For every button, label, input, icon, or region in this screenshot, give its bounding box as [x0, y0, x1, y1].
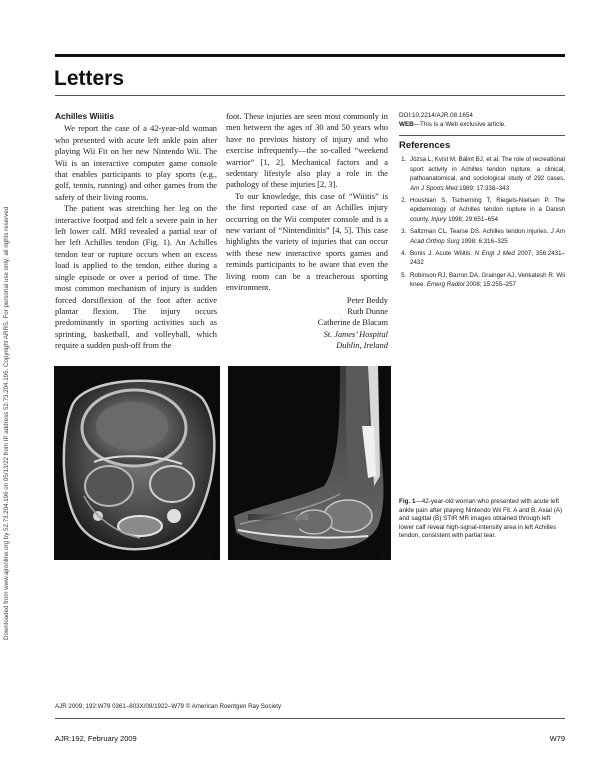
figure-b-sagittal-mri [228, 366, 391, 560]
reference-item: 4. Bonis J. Acute Wiiitis. N Engl J Med 2007; 356:2431–2432 [408, 249, 565, 268]
web-exclusive-note [399, 120, 565, 129]
figure-a-axial-mri [54, 366, 220, 560]
article-heading: Achilles Wiiitis [55, 111, 115, 121]
reference-item: 2. Houshian S, Tscherning T, Riegels-Nielsen P. The epidemiology of Achilles tendon rupture in a Danish county. Injury 1998; 29:651–654 [408, 196, 565, 224]
web-text: —This is a Web exclusive article. [413, 121, 506, 128]
page-number: W79 [549, 734, 565, 743]
reference-item: 3. Saltzman CL, Tearse DS. Achilles tendon injuries. J Am Acad Orthop Surg 1998; 6:316–325 [408, 227, 565, 246]
axial-mri-image [54, 366, 220, 560]
paragraph-1: We report the case of a 42-year-old woman who presented with acute left ankle pain after playing Wii Fit on her new Nintendo Wii. The Wii is an interactive computer game console that enables participants to play sports (e.g., golf, tennis, running) and other games from the safety of their living rooms. [55, 124, 217, 202]
affiliation-hospital: St. James’ Hospital [323, 329, 388, 339]
caption-text: —42-year-old woman who presented with acute left ankle pain after playing Nintendo Wii Fit. A and B, Axial (A) and sagittal (B) STIR MR images obtained through left lower calf reveal high-signal-intensity area in left Achilles tendon, consistent with partial tear. [399, 498, 563, 540]
references-heading: References [399, 140, 451, 151]
reference-list [399, 155, 565, 289]
author-name: Peter Beddy [346, 295, 388, 305]
figure-label-a: A [207, 551, 213, 560]
paragraph-3: To our knowledge, this case of “Wiiitis” is the first reported case of an Achilles injury occurring on the Wii computer console and is a new variant of “Nintendinitis” [4, 5]. This case highlights the variety of injuries that can occur with these new interactive sports games and reminds participants to be aware that even the living room can be a treacherous sporting environment. [226, 191, 388, 293]
bottom-rule [55, 718, 565, 719]
author-name: Catherine de Blacam [317, 318, 388, 328]
doi: DOI:10.2214/AJR.08.1654 [399, 112, 473, 119]
top-rule [55, 54, 565, 57]
affiliation-city: Dublin, Ireland [336, 341, 388, 351]
author-signature [226, 295, 388, 352]
web-label: WEB [399, 121, 414, 128]
citation-line: AJR 2009; 192:W79 0361–803X/09/1922–W79 © American Roentgen Ray Society [55, 703, 282, 710]
figure-caption [399, 498, 565, 541]
references-rule [399, 135, 565, 136]
journal-issue: AJR:192, February 2009 [55, 734, 137, 743]
author-name: Ruth Dunne [347, 306, 388, 316]
reference-item: 5. Robinson RJ, Barron DA, Grainger AJ, Venkatesh R. Wii knee. Emerg Radiol 2008; 15:255–257 [408, 271, 565, 290]
figure-label-b: B [380, 551, 386, 560]
paragraph-2-end: foot. These injuries are seen most commonly in men between the ages of 30 and 50 years who have no previous history of injury and who exercise infrequently—the so-called “weekend warrior” [1, 2]. Mechanical factors and a sedentary lifestyle also play a role in the pathology of these injuries [2, 3]. [226, 112, 388, 190]
download-notice: Downloaded from www.ajronline.org by 52.73.204.196 on 05/13/22 from IP address 52.73.204.196. Copyright ARRS. For personal use only; all rights reserved [3, 206, 10, 640]
reference-item: 1. Józsa L, Kvist M, Bálint BJ, et al. The role of recreational sport activity in Achilles tendon rupture: a clinical, pathoanatomical, and sociological study of 292 cases. Am J Sports Med 1989; 17:338–343 [408, 155, 565, 193]
paragraph-2-start: The patient was stretching her leg on the interactive footpad and felt a severe pain in her left lower calf. MRI revealed a partial tear of her left Achilles tendon (Fig. 1). An Achilles tendon tear or rupture occurs when an excess load is applied to the tendon, either during a single episode or over a period of time. The most common mechanism of injury is sudden forced dorsiflexion of the foot after active plantar flexion. The injury occurs predominantly in sporting activities such as sprinting, basketball, and volleyball, which require a sudden push-off from the [55, 204, 217, 351]
caption-label: Fig. 1 [399, 498, 416, 505]
title-rule [55, 95, 565, 96]
sagittal-mri-image [228, 366, 391, 560]
article-column-1 [55, 111, 217, 352]
article-column-2 [226, 111, 388, 352]
references-column [399, 111, 565, 293]
section-title: Letters [54, 67, 125, 90]
